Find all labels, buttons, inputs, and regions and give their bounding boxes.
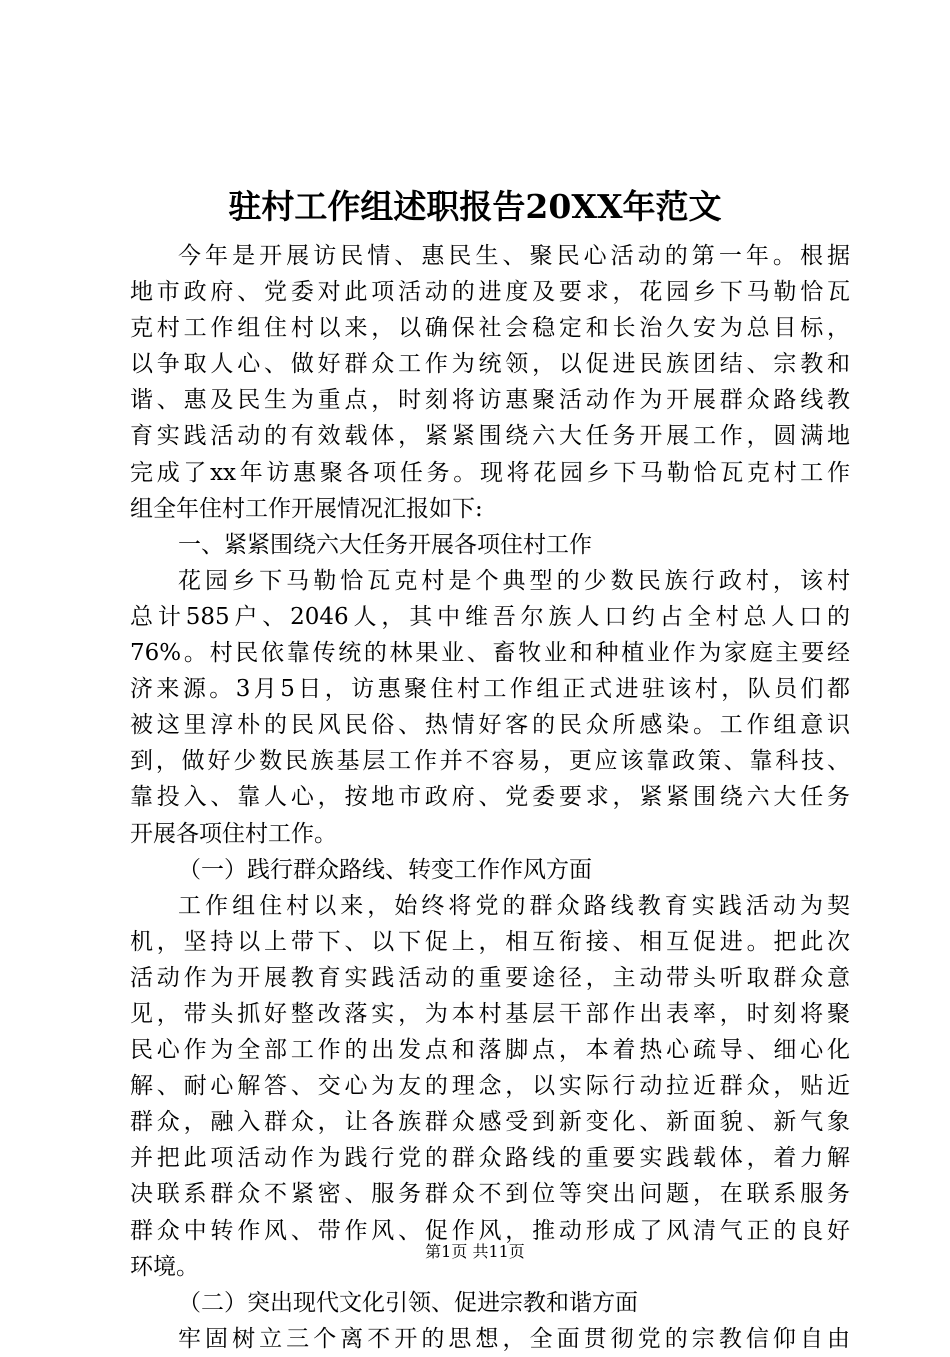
text-line: 克村工作组住村以来，以确保社会稳定和长治久安为总目标， [130, 315, 850, 342]
text-line: 开展各项住村工作。 [130, 820, 337, 847]
text-line: 牢固树立三个离不开的思想，全面贯彻党的宗教信仰自由 [178, 1325, 850, 1352]
text-line: 决联系群众不紧密、服务群众不到位等突出问题，在联系服务 [130, 1181, 850, 1208]
text-line: 完成了xx年访惠聚各项任务。现将花园乡下马勒恰瓦克村工作 [130, 459, 850, 486]
text-line: 花园乡下马勒恰瓦克村是个典型的少数民族行政村，该村 [178, 567, 850, 594]
document-body [130, 238, 850, 1357]
text-line: 见，带头抓好整改落实，为本村基层干部作出表率，时刻将聚 [130, 1000, 850, 1027]
text-line: 总计585户、2046人，其中维吾尔族人口约占全村总人口的 [130, 603, 850, 630]
text-line: 育实践活动的有效载体，紧紧围绕六大任务开展工作，圆满地 [130, 423, 850, 450]
subsection-heading: （一）践行群众路线、转变工作作风方面 [178, 856, 592, 883]
text-line: 民心作为全部工作的出发点和落脚点，本着热心疏导、细心化 [130, 1037, 850, 1064]
text-line: 活动作为开展教育实践活动的重要途径，主动带头听取群众意 [130, 964, 850, 991]
text-line: 济来源。3月5日，访惠聚住村工作组正式进驻该村，队员们都 [130, 676, 850, 703]
subsection-heading: （二）突出现代文化引领、促进宗教和谐方面 [178, 1289, 638, 1316]
text-line: 靠投入、靠人心，按地市政府、党委要求，紧紧围绕六大任务 [130, 784, 850, 811]
text-line: 以争取人心、做好群众工作为统领，以促进民族团结、宗教和 [130, 351, 850, 378]
text-line: 并把此项活动作为践行党的群众路线的重要实践载体，着力解 [130, 1145, 850, 1172]
page-number: 第1页 共11页 [425, 1242, 525, 1261]
text-line: 群众，融入群众，让各族群众感受到新变化、新面貌、新气象 [130, 1109, 850, 1136]
text-line: 谐、惠及民生为重点，时刻将访惠聚活动作为开展群众路线教 [130, 387, 850, 414]
text-line: 地市政府、党委对此项活动的进度及要求，花园乡下马勒恰瓦 [130, 279, 850, 306]
text-line: 机，坚持以上带下、以下促上，相互衔接、相互促进。把此次 [130, 928, 850, 955]
section-heading: 一、紧紧围绕六大任务开展各项住村工作 [178, 531, 592, 558]
document-title: 驻村工作组述职报告20XX年范文 [228, 187, 722, 226]
text-line: 环境。 [130, 1253, 199, 1280]
text-line: 解、耐心解答、交心为友的理念，以实际行动拉近群众，贴近 [130, 1073, 850, 1100]
text-line: 组全年住村工作开展情况汇报如下: [130, 495, 483, 522]
text-line: 工作组住村以来，始终将党的群众路线教育实践活动为契 [178, 892, 850, 919]
text-line: 群众中转作风、带作风、促作风，推动形成了风清气正的良好 [130, 1217, 850, 1244]
text-line: 今年是开展访民情、惠民生、聚民心活动的第一年。根据 [178, 243, 850, 269]
text-line: 被这里淳朴的民风民俗、热情好客的民众所感染。工作组意识 [130, 712, 850, 739]
text-line: 76%。村民依靠传统的林果业、畜牧业和种植业作为家庭主要经 [130, 640, 850, 667]
text-line: 到，做好少数民族基层工作并不容易，更应该靠政策、靠科技、 [130, 748, 850, 775]
